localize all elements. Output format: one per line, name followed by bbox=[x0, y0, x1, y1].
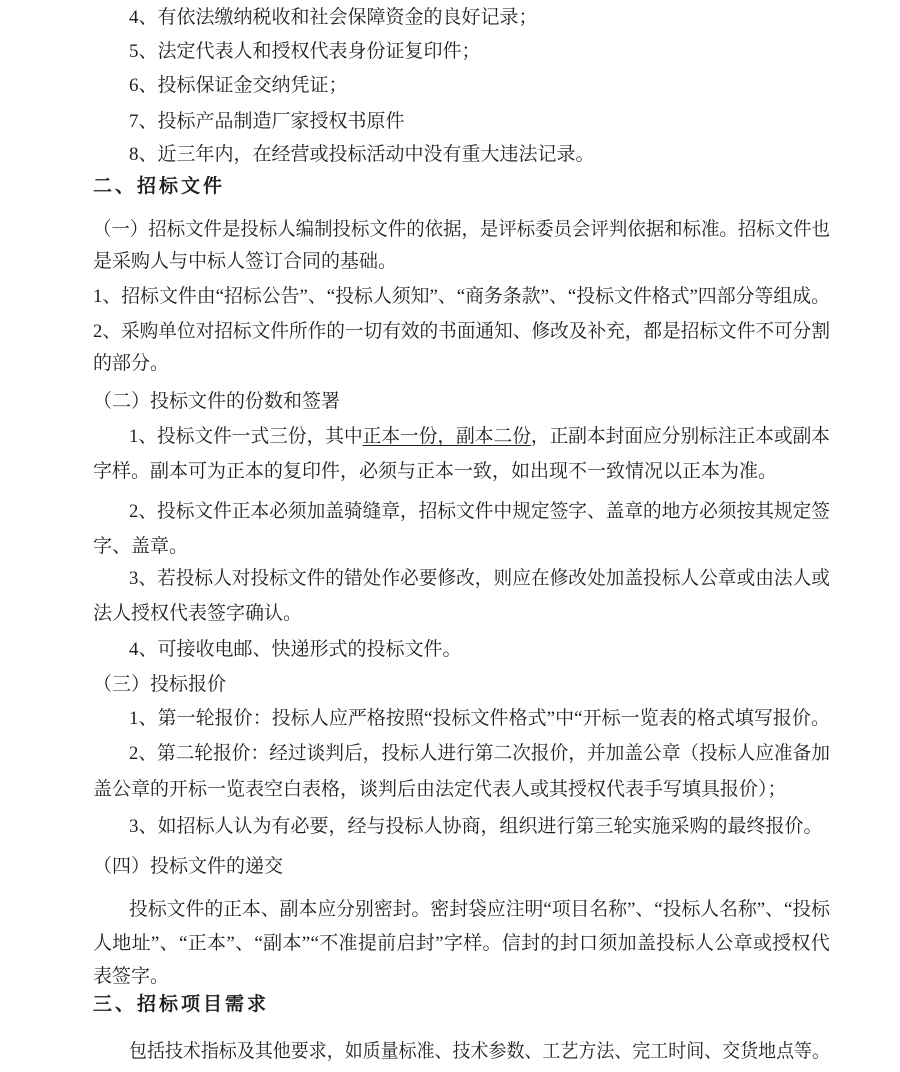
text-segment: 1、第一轮报价：投标人应严格按照“投标文件格式”中“开标一览表的格式填写报价。 bbox=[129, 708, 830, 729]
text-line bbox=[93, 35, 830, 69]
document-page bbox=[93, 0, 830, 1069]
section-heading bbox=[93, 988, 830, 1022]
line-text bbox=[129, 633, 462, 667]
text-line bbox=[93, 420, 830, 454]
text-segment: 5、法定代表人和授权代表身份证复印件； bbox=[129, 41, 481, 62]
text-line bbox=[93, 69, 830, 103]
line-text bbox=[129, 737, 830, 771]
line-text bbox=[129, 562, 830, 596]
text-line bbox=[93, 385, 830, 419]
text-line bbox=[93, 773, 830, 807]
text-segment: 是采购人与中标人签订合同的基础。 bbox=[93, 251, 398, 272]
line-text bbox=[129, 1, 538, 35]
text-line bbox=[93, 455, 830, 489]
line-text bbox=[129, 495, 830, 529]
text-segment: ，正副本封面应分别标注正本或副本 bbox=[530, 426, 831, 447]
line-text bbox=[93, 315, 830, 349]
text-segment: 2、投标文件正本必须加盖骑缝章，招标文件中规定签字、盖章的地方必须按其规定签 bbox=[129, 501, 830, 522]
text-segment: 2、第二轮报价：经过谈判后，投标人进行第二次报价，并加盖公章（投标人应准备加 bbox=[129, 743, 830, 764]
line-text bbox=[93, 927, 830, 961]
section-heading bbox=[93, 170, 830, 204]
line-text bbox=[129, 138, 595, 172]
text-line bbox=[93, 1035, 830, 1069]
text-segment: 2、采购单位对招标文件所作的一切有效的书面通知、修改及补充，都是招标文件不可分割 bbox=[93, 321, 831, 342]
text-line bbox=[93, 702, 830, 736]
text-segment: （四）投标文件的递交 bbox=[93, 856, 284, 877]
text-segment: 3、若投标人对投标文件的错处作必要修改，则应在修改处加盖投标人公章或由法人或 bbox=[129, 568, 830, 589]
text-segment: （二）投标文件的份数和签署 bbox=[93, 391, 341, 412]
text-segment: 字、盖章。 bbox=[93, 536, 189, 557]
line-text bbox=[93, 347, 169, 381]
text-segment: 表签字。 bbox=[93, 966, 170, 987]
text-segment: 人地址”、“正本”、“副本”“不准提前启封”字样。信封的封口须加盖投标人公章或授权代 bbox=[93, 933, 831, 954]
text-line bbox=[93, 668, 830, 702]
text-segment: 包括技术指标及其他要求，如质量标准、技术参数、工艺方法、完工时间、交货地点等。 bbox=[129, 1041, 831, 1062]
line-text bbox=[129, 810, 823, 844]
text-segment: 1、招标文件由“招标公告”、“投标人须知”、“商务条款”、“投标文件格式”四部分等组成。 bbox=[93, 286, 830, 307]
text-line bbox=[93, 927, 830, 961]
text-segment: （一）招标文件是投标人编制投标文件的依据，是评标委员会评判依据和标准。招标文件也 bbox=[93, 219, 830, 240]
text-line bbox=[93, 810, 830, 844]
line-text bbox=[93, 455, 777, 489]
text-segment: 6、投标保证金交纳凭证； bbox=[129, 75, 348, 96]
text-line bbox=[93, 737, 830, 771]
line-text bbox=[93, 773, 787, 807]
text-segment: 二、招标文件 bbox=[93, 176, 226, 197]
document-content bbox=[93, 1, 830, 1069]
text-segment: 1、投标文件一式三份，其中 bbox=[129, 426, 363, 447]
text-segment: 的部分。 bbox=[93, 353, 170, 374]
text-line bbox=[93, 633, 830, 667]
text-line bbox=[93, 562, 830, 596]
line-text bbox=[93, 213, 830, 247]
text-line bbox=[93, 245, 830, 279]
line-text bbox=[129, 1035, 830, 1069]
text-segment: 4、可接收电邮、快递形式的投标文件。 bbox=[129, 639, 462, 660]
line-text bbox=[93, 668, 226, 702]
text-segment: 3、如招标人认为有必要，经与投标人协商，组织进行第三轮实施采购的最终报价。 bbox=[129, 816, 823, 837]
line-text bbox=[129, 893, 830, 927]
line-text bbox=[93, 245, 397, 279]
line-text bbox=[93, 170, 225, 204]
text-segment: 法人授权代表签字确认。 bbox=[93, 603, 303, 624]
text-line bbox=[93, 213, 830, 247]
line-text bbox=[93, 597, 302, 631]
underlined-text: 正本一份，副本二份 bbox=[362, 426, 531, 447]
text-line bbox=[93, 138, 830, 172]
text-segment: 字样。副本可为正本的复印件，必须与正本一致，如出现不一致情况以正本为准。 bbox=[93, 461, 778, 482]
text-line bbox=[93, 315, 830, 349]
text-line bbox=[93, 1, 830, 35]
text-line bbox=[93, 850, 830, 884]
line-text bbox=[93, 988, 269, 1022]
text-line bbox=[93, 530, 830, 564]
line-text bbox=[129, 702, 830, 736]
line-text bbox=[129, 35, 481, 69]
text-line bbox=[93, 893, 830, 927]
text-line bbox=[93, 105, 830, 139]
line-text bbox=[129, 420, 830, 454]
text-segment: 8、近三年内，在经营或投标活动中没有重大违法记录。 bbox=[129, 144, 595, 165]
text-segment: 投标文件的正本、副本应分别密封。密封袋应注明“项目名称”、“投标人名称”、“投标 bbox=[129, 899, 831, 920]
text-segment: （三）投标报价 bbox=[93, 674, 227, 695]
line-text bbox=[93, 530, 188, 564]
line-text bbox=[129, 69, 348, 103]
text-segment: 三、招标项目需求 bbox=[93, 994, 270, 1015]
line-text bbox=[129, 105, 405, 139]
text-line bbox=[93, 280, 830, 314]
text-segment: 4、有依法缴纳税收和社会保障资金的良好记录； bbox=[129, 7, 538, 28]
text-segment: 7、投标产品制造厂家授权书原件 bbox=[129, 111, 405, 132]
text-line bbox=[93, 495, 830, 529]
line-text bbox=[93, 385, 340, 419]
text-line bbox=[93, 347, 830, 381]
line-text bbox=[93, 850, 283, 884]
text-line bbox=[93, 597, 830, 631]
line-text bbox=[93, 280, 830, 314]
text-segment: 盖公章的开标一览表空白表格，谈判后由法定代表人或其授权代表手写填具报价）； bbox=[93, 779, 787, 800]
